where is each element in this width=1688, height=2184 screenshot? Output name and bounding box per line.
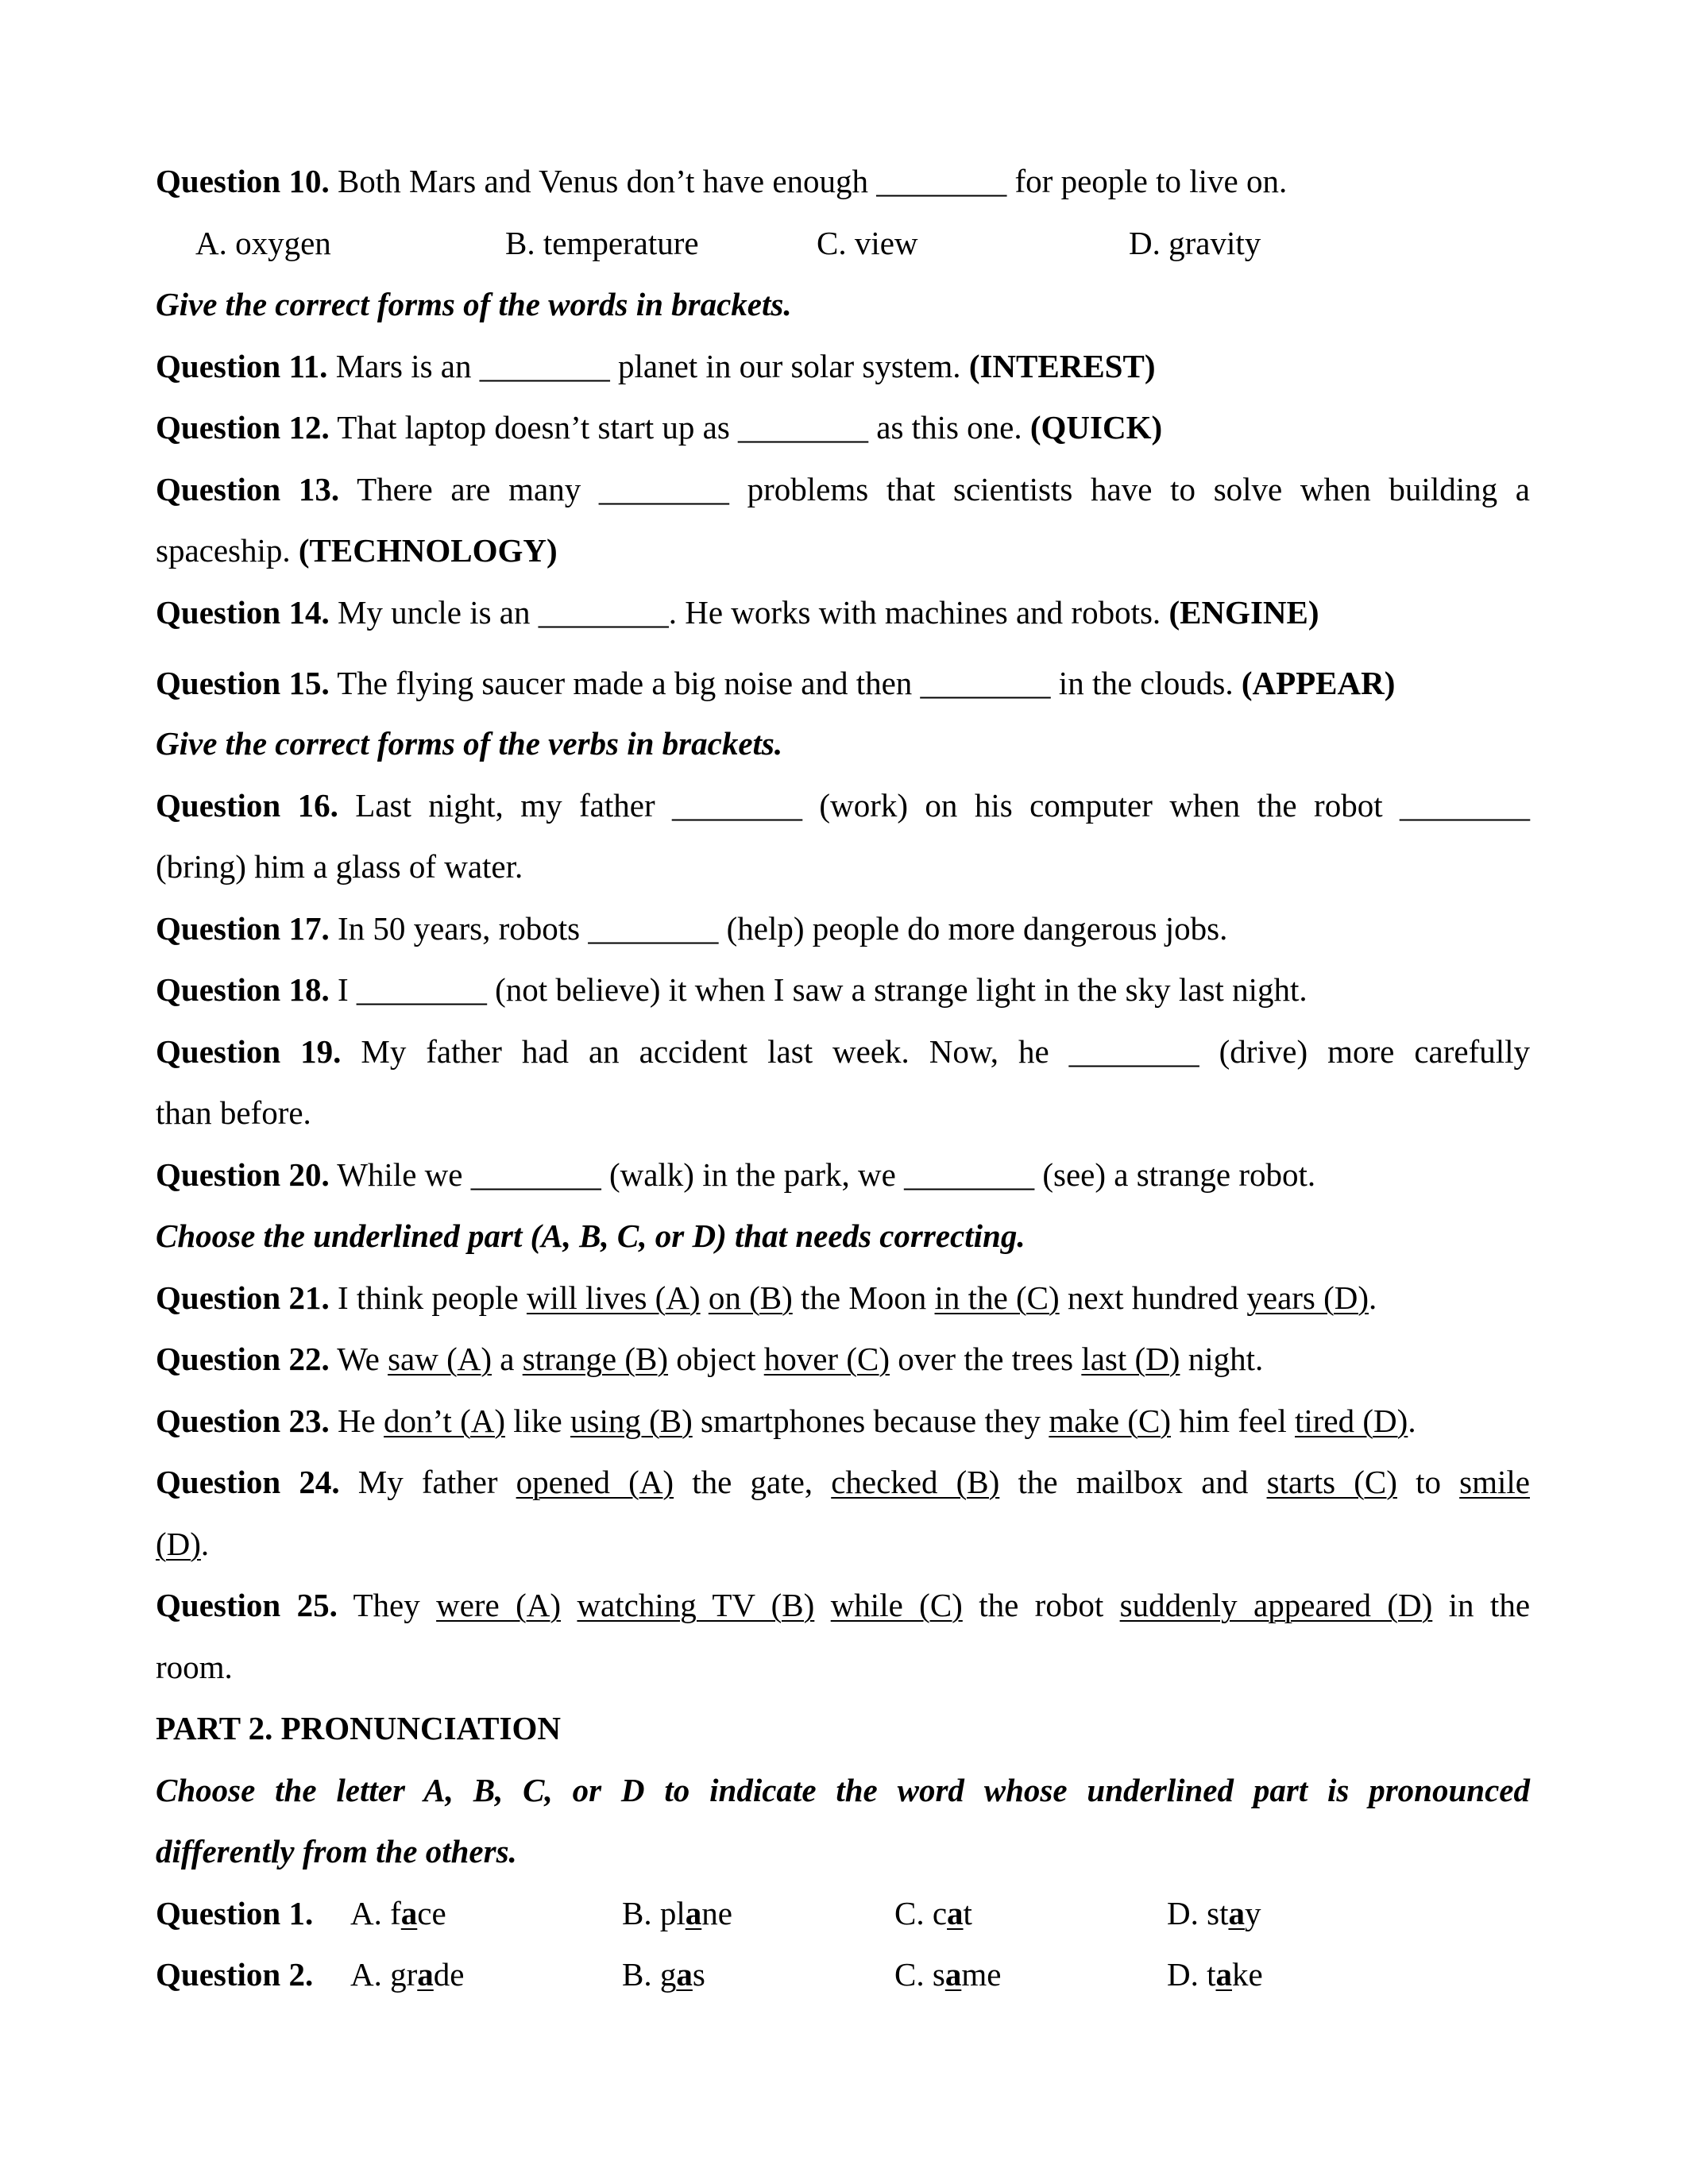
question-label: Question 24. [156,1464,340,1500]
section-instruction-errors: Choose the underlined part (A, B, C, or D) that needs correcting. [156,1217,1026,1254]
question-text: next hundred [1059,1279,1247,1316]
question-13 [156,459,1530,521]
underlined-letter: a [676,1956,693,1993]
word-hint: (INTEREST) [968,347,1156,384]
question-label: Question 20. [156,1156,330,1193]
question-24 [156,1452,1530,1514]
option-c: C. view [817,224,918,261]
question-text: The flying saucer made a big noise and then ________ in the clouds. [329,665,1242,701]
question-21 [156,1268,1530,1329]
question-label: Question 10. [156,163,330,199]
question-text: spaceship. [156,532,299,569]
question-19-cont [156,1082,1530,1144]
question-text: Last night, my father ________ (work) on his computer when the robot ________ [338,786,1530,824]
option-b [622,1883,732,1945]
underlined-part-a: don’t (A) [384,1402,505,1439]
underlined-part-c: in the (C) [934,1279,1060,1316]
question-text: (bring) him a glass of water. [156,848,523,885]
word-hint: (APPEAR) [1241,665,1396,701]
option-text: A. gr [350,1956,418,1993]
underlined-part-d: smile [1459,1464,1530,1500]
underlined-part-b: checked (B) [831,1464,1000,1500]
option-text: me [961,1956,1002,1993]
question-text: him feel [1171,1402,1295,1439]
underlined-part-c: make (C) [1049,1402,1172,1439]
question-text: object [668,1341,764,1377]
question-25-cont [156,1637,1530,1699]
part-2-instruction-cont: differently from the others. [156,1833,517,1870]
question-17 [156,898,1530,960]
question-25 [156,1575,1530,1637]
question-19 [156,1021,1530,1083]
option-text: s [692,1956,705,1993]
question-15 [156,643,1530,713]
question-text: While we ________ (walk) in the park, we ________ (see) a strange robot. [329,1156,1316,1193]
question-text: In 50 years, robots ________ (help) people do more dangerous jobs. [329,909,1228,947]
question-11 [156,336,1530,398]
question-text [814,1587,830,1623]
option-text: ce [417,1894,446,1931]
question-text: . [1408,1402,1416,1439]
underlined-part-c: starts (C) [1266,1464,1397,1500]
option-a [350,1883,446,1945]
question-18 [156,959,1530,1021]
question-text: to [1396,1464,1460,1500]
question-text [701,1279,709,1316]
option-text: ne [701,1894,732,1931]
question-text: I think people [329,1279,527,1316]
option-b: B. temperature [505,224,699,261]
option-d: D. gravity [1129,224,1261,261]
question-text: the robot [962,1587,1120,1623]
question-text [561,1587,577,1623]
question-text: the mailbox and [999,1464,1267,1500]
question-20 [156,1144,1530,1206]
question-text: They [337,1587,437,1623]
question-label: Question 16. [156,786,338,824]
question-label: Question 1. [156,1894,314,1931]
question-24-cont [156,1514,1530,1576]
question-text: the Moon [792,1279,935,1316]
underlined-part-d: years (D) [1246,1279,1369,1316]
question-text: over the trees [889,1341,1082,1377]
question-text: That laptop doesn’t start up as ________ as this one. [329,409,1030,446]
question-text: We [329,1341,388,1377]
question-23 [156,1391,1530,1453]
section-instruction-verbs: Give the correct forms of the verbs in brackets. [156,725,783,762]
question-text: There are many ________ problems that scientists have to solve when building a [339,470,1530,507]
option-d [1167,1944,1263,2006]
question-label: Question 23. [156,1402,330,1439]
question-text: Both Mars and Venus don’t have enough ________ for people to live on. [329,163,1288,199]
question-label: Question 11. [156,347,328,384]
question-text: room. [156,1648,233,1685]
question-text: smartphones because they [692,1402,1049,1439]
question-text: I ________ (not believe) it when I saw a strange light in the sky last night. [329,971,1308,1008]
question-text: like [505,1402,570,1439]
option-c [894,1883,972,1945]
question-text: night. [1180,1341,1264,1377]
pronunciation-question-1 [156,1883,1530,1945]
underlined-letter: a [1215,1956,1232,1993]
option-text: A. f [350,1894,401,1931]
question-text: in the [1432,1587,1531,1623]
option-text: t [963,1894,972,1931]
option-text: B. pl [622,1894,686,1931]
option-a [350,1944,464,2006]
question-10 [156,151,1530,213]
question-16-cont [156,836,1530,898]
option-c [894,1944,1001,2006]
question-16 [156,775,1530,837]
question-13-cont [156,520,1530,582]
underlined-part-c: while (C) [830,1587,963,1623]
question-text: My father [339,1464,516,1500]
question-label: Question 13. [156,470,340,507]
underlined-part-d: tired (D) [1295,1402,1408,1439]
question-label: Question 2. [156,1956,314,1993]
option-text: B. g [622,1956,677,1993]
word-hint: (TECHNOLOGY) [298,532,558,569]
question-label: Question 19. [156,1032,342,1070]
underlined-part-c: hover (C) [763,1341,890,1377]
underlined-part-b: strange (B) [522,1341,669,1377]
underlined-part-a: saw (A) [388,1341,492,1377]
question-text: Mars is an ________ planet in our solar system. [327,347,969,384]
question-text: . [200,1525,210,1562]
question-label: Question 17. [156,909,330,947]
underlined-letter: a [944,1956,962,1993]
worksheet-page [156,151,1530,2006]
underlined-part-a: will lives (A) [526,1279,701,1316]
underlined-part-d: last (D) [1081,1341,1180,1377]
question-10-options [156,213,1530,275]
underlined-part-a: were (A) [436,1587,562,1623]
question-text: a [492,1341,523,1377]
underlined-part-d: suddenly appeared (D) [1119,1587,1433,1623]
option-a: A. oxygen [195,224,331,261]
question-text: He [329,1402,384,1439]
question-label: Question 14. [156,593,330,631]
underlined-letter: a [1228,1894,1245,1931]
question-text: My father had an accident last week. Now, he ________ (drive) more carefully [341,1032,1530,1070]
option-text: ke [1232,1956,1263,1993]
underlined-part-b: watching TV (B) [577,1587,815,1623]
underlined-part-b: on (B) [708,1279,793,1316]
question-text: My uncle is an ________. He works with machines and robots. [329,593,1169,631]
underlined-letter: a [400,1894,418,1931]
question-12 [156,397,1530,459]
underlined-letter: a [947,1894,964,1931]
underlined-part-d: (D) [156,1525,201,1562]
word-hint: (QUICK) [1029,409,1163,446]
section-instruction-words: Give the correct forms of the words in brackets. [156,286,792,322]
underlined-letter: a [417,1956,434,1993]
part-2-title: PART 2. PRONUNCIATION [156,1710,561,1746]
question-label: Question 22. [156,1341,330,1377]
question-text: the gate, [674,1464,832,1500]
question-label: Question 18. [156,971,330,1008]
word-hint: (ENGINE) [1168,593,1319,631]
question-22 [156,1329,1530,1391]
question-label: Question 12. [156,409,330,446]
underlined-part-a: opened (A) [516,1464,674,1500]
option-d [1167,1883,1261,1945]
question-14 [156,582,1530,644]
question-text: than before. [156,1094,311,1131]
part-2-instruction: Choose the letter A, B, C, or D to indicate the word whose underlined part is pronounced [156,1771,1530,1808]
underlined-letter: a [685,1894,702,1931]
option-text: C. c [894,1894,948,1931]
option-b [622,1944,705,2006]
option-text: D. t [1167,1956,1216,1993]
option-text: D. st [1167,1894,1229,1931]
option-text: C. s [894,1956,945,1993]
option-text: de [433,1956,465,1993]
question-label: Question 25. [156,1587,338,1623]
pronunciation-question-2 [156,1944,1530,2006]
underlined-part-b: using (B) [570,1402,693,1439]
question-label: Question 21. [156,1279,330,1316]
option-text: y [1244,1894,1261,1931]
question-text: . [1369,1279,1377,1316]
question-label: Question 15. [156,665,330,701]
